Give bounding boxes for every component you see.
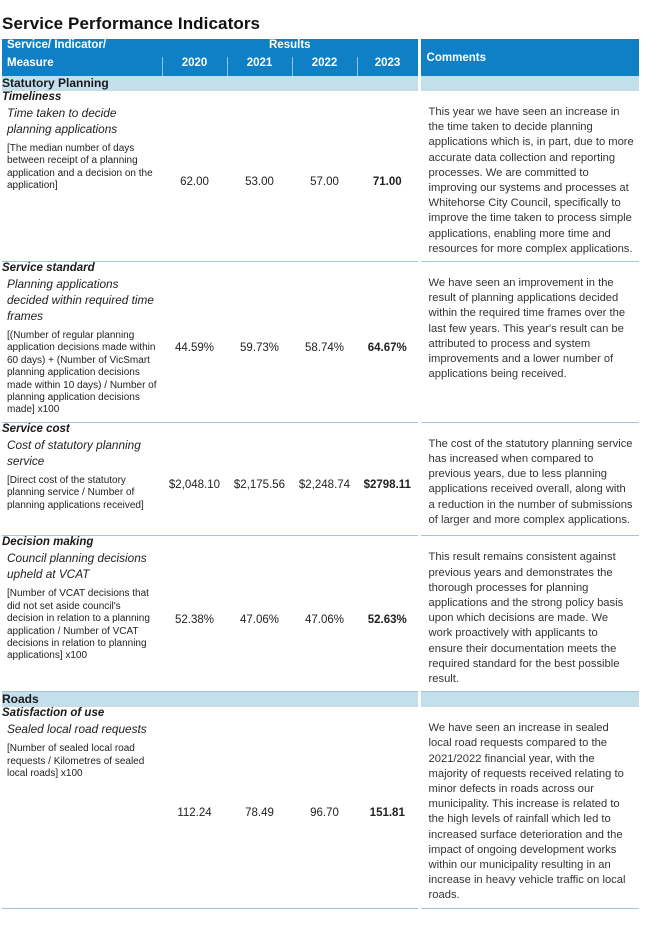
measure-formula: [The median number of days between receipt of a planning application and a decision on the application] bbox=[7, 143, 153, 192]
measure-title: Planning applications decided within required time frames bbox=[7, 277, 154, 324]
measure-title: Sealed local road requests bbox=[7, 722, 147, 737]
category-title: Service cost bbox=[2, 422, 639, 435]
indicator-row bbox=[2, 435, 639, 536]
measure-formula: [Number of VCAT decisions that did not set aside council's decision in relation to a planning application / Number of VCAT decisions in relation to planning applications] x100 bbox=[7, 588, 150, 662]
value-2021: 78.49 bbox=[227, 719, 292, 908]
measure-title: Time taken to decide planning applications bbox=[7, 106, 118, 136]
comment-cell: The cost of the statutory planning service has increased when compared to previous years, due to less planning applications received overall, along with a reduction in the number of submissions of larger and more complex applications. bbox=[419, 435, 639, 536]
value-2022: 96.70 bbox=[292, 719, 357, 908]
header-comments-label: Comments bbox=[419, 39, 639, 76]
value-2021: 47.06% bbox=[227, 548, 292, 691]
section-header-row bbox=[2, 76, 639, 91]
section-header-row bbox=[2, 692, 639, 707]
header-year: 2022 bbox=[292, 57, 357, 76]
measure-formula: [(Number of regular planning application decisions made within 60 days) + (Number of VicSmart planning application decisions made within 10 days) / Number of planning application decisions made] x100 bbox=[7, 330, 157, 416]
indicator-row bbox=[2, 103, 639, 262]
header-year: 2020 bbox=[162, 57, 227, 76]
category-title: Timeliness bbox=[2, 91, 639, 104]
category-title: Decision making bbox=[2, 536, 639, 549]
value-2021: $2,175.56 bbox=[227, 435, 292, 536]
category-row bbox=[2, 707, 639, 720]
measure-cell bbox=[2, 103, 162, 262]
header-year: 2021 bbox=[227, 57, 292, 76]
header-service-label: Service/ Indicator/ bbox=[2, 39, 162, 57]
performance-table bbox=[2, 39, 639, 909]
measure-title: Cost of statutory planning service bbox=[7, 437, 141, 468]
value-2021: 53.00 bbox=[227, 103, 292, 262]
value-2022: $2,248.74 bbox=[292, 435, 357, 536]
section-title: Statutory Planning bbox=[2, 76, 419, 91]
value-2023: 71.00 bbox=[357, 103, 419, 262]
value-2023: $2798.11 bbox=[357, 435, 419, 536]
indicator-row bbox=[2, 274, 639, 422]
value-2022: 47.06% bbox=[292, 548, 357, 691]
measure-title: Council planning decisions upheld at VCAT bbox=[7, 551, 147, 582]
measure-cell bbox=[2, 719, 162, 908]
category-title: Satisfaction of use bbox=[2, 707, 639, 720]
header-year: 2023 bbox=[357, 57, 419, 76]
category-title: Service standard bbox=[2, 262, 639, 275]
comment-cell: We have seen an improvement in the result of planning applications decided within the required time frames over the last few years. This year's result can be attributed to process and system improvements and a lower number of applications being received. bbox=[419, 274, 639, 422]
category-row bbox=[2, 91, 639, 104]
measure-cell bbox=[2, 548, 162, 691]
value-2022: 57.00 bbox=[292, 103, 357, 262]
indicator-row bbox=[2, 548, 639, 691]
value-2020: $2,048.10 bbox=[162, 435, 227, 536]
value-2023: 52.63% bbox=[357, 548, 419, 691]
value-2020: 52.38% bbox=[162, 548, 227, 691]
indicator-row bbox=[2, 719, 639, 908]
value-2020: 112.24 bbox=[162, 719, 227, 908]
comment-cell: This year we have seen an increase in the time taken to decide planning applications which is, in part, due to more accurate data collection and reporting processes. We are committed to improving our systems and processes at Whitehorse City Council, specifically to improve the time taken to process simple applications, enabling more time and resources for more complex applications. bbox=[419, 103, 639, 262]
header-results-label: Results bbox=[162, 39, 419, 57]
section-title: Roads bbox=[2, 692, 419, 707]
header-measure-label: Measure bbox=[2, 57, 162, 76]
comment-cell: This result remains consistent against previous years and demonstrates the thorough processes for planning applications and the strong policy basis upon which decisions are made. We work proactively with applicants to ensure their documentation meets the required standard for the best possible result. bbox=[419, 548, 639, 691]
category-row bbox=[2, 422, 639, 435]
category-row bbox=[2, 262, 639, 275]
comment-cell: We have seen an increase in sealed local road requests compared to the 2021/2022 financial year, with the majority of requests received relating to minor defects in roads across our municipality. This increase is related to the high levels of rainfall which led to increased surface deterioration and the impact of ongoing development works within our municipality resulting in an increase in heavy vehicle traffic on local roads. bbox=[419, 719, 639, 908]
measure-formula: [Direct cost of the statutory planning service / Number of planning applications received] bbox=[7, 474, 144, 511]
page-title: Service Performance Indicators bbox=[2, 14, 261, 33]
value-2023: 151.81 bbox=[357, 719, 419, 908]
value-2021: 59.73% bbox=[227, 274, 292, 422]
value-2020: 44.59% bbox=[162, 274, 227, 422]
measure-formula: [Number of sealed local road requests / Kilometres of sealed local roads] x100 bbox=[7, 743, 145, 780]
value-2023: 64.67% bbox=[357, 274, 419, 422]
value-2020: 62.00 bbox=[162, 103, 227, 262]
category-row bbox=[2, 536, 639, 549]
measure-cell bbox=[2, 274, 162, 422]
value-2022: 58.74% bbox=[292, 274, 357, 422]
measure-cell bbox=[2, 435, 162, 536]
